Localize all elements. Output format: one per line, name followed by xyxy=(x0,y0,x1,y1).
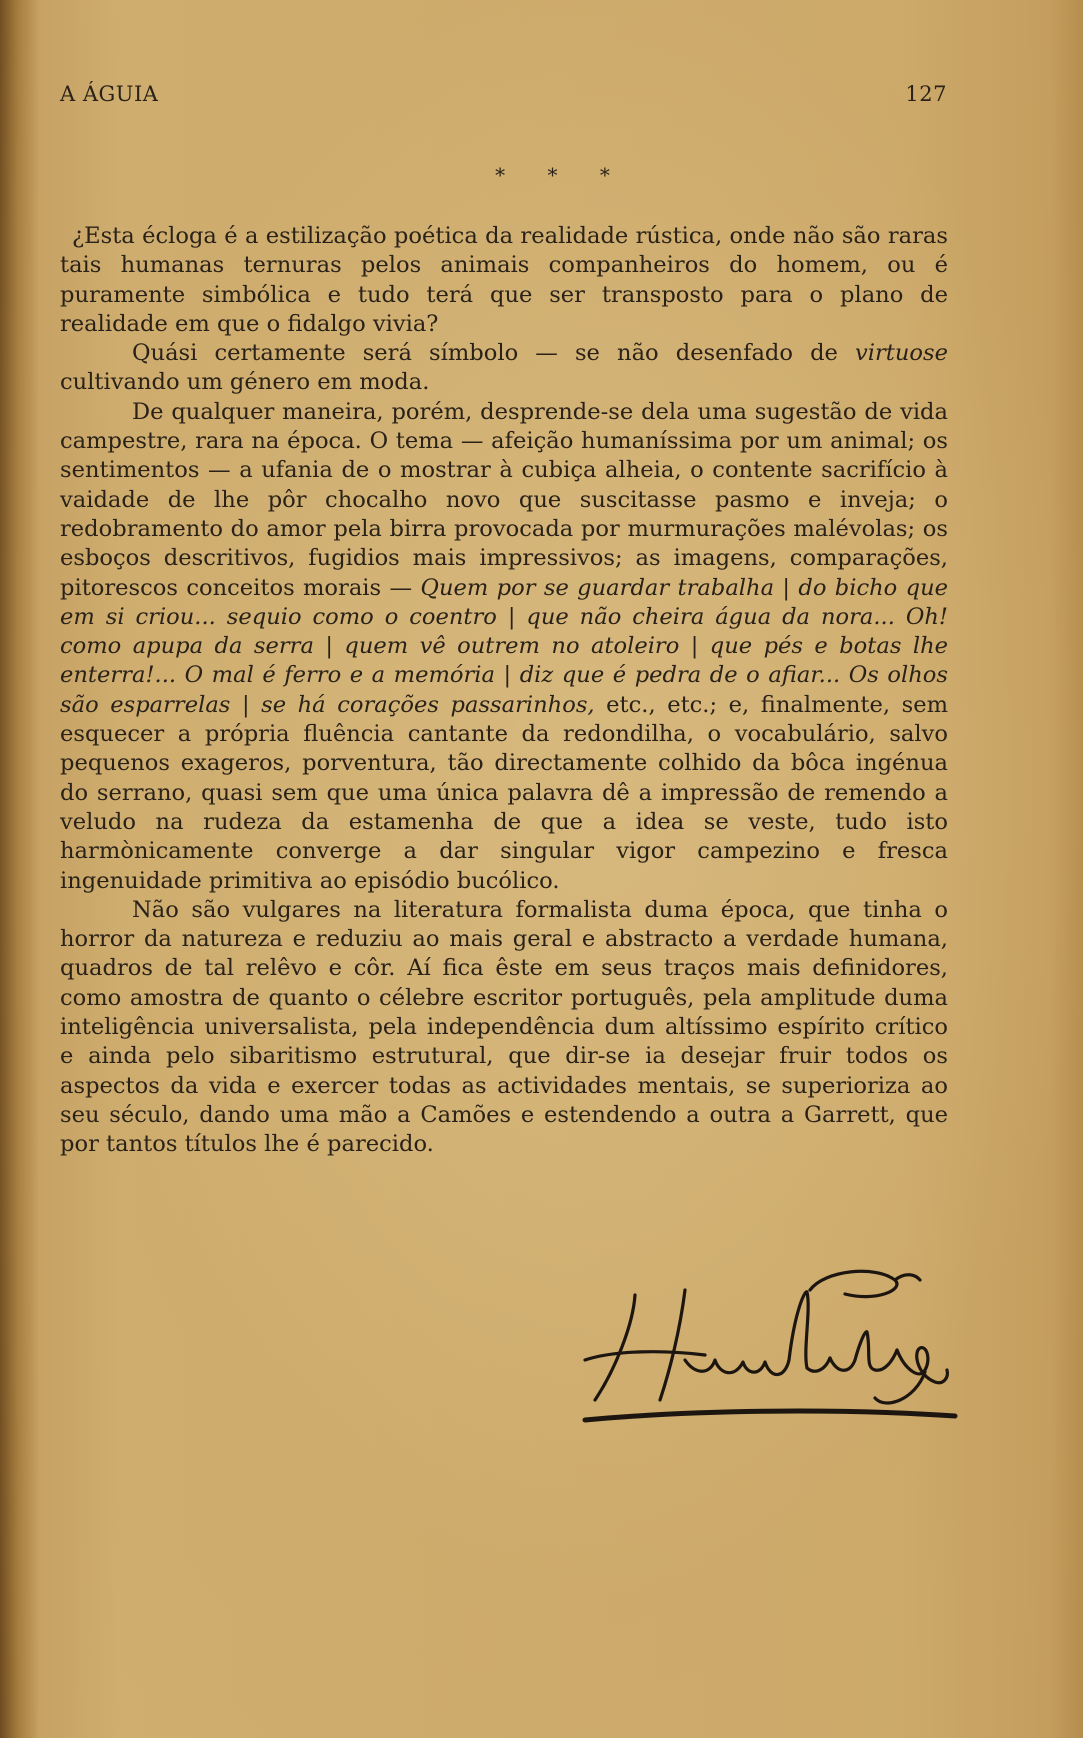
text-run: De qualquer maneira, porém, desprende-se dela uma sugestão de vida campestre, rara na época. O tema — afeição humaníssima por um animal; os sentimentos — a ufania de o mostrar à cubiça alheia, o contente sacrifício à vaidade de lhe pôr chocalho novo que suscitasse pasmo e inveja; o redobramento do amor pela birra provocada por murmurações malévolas; os esboços descritivos, fugidios mais impressivos; as imagens, comparações, pitorescos conceitos morais — xyxy=(60,398,948,601)
paragraph xyxy=(60,339,948,398)
paragraph xyxy=(60,398,948,896)
handwritten-signature xyxy=(575,1250,965,1430)
body-text xyxy=(60,222,948,1160)
text-run: ¿Esta écloga é a estilização poética da realidade rústica, onde não são raras tais humanas ternuras pelos animais companheiros do homem, ou é puramente simbólica e tudo terá que ser transposto para o plano de realidade em que o fidalgo vivia? xyxy=(60,223,948,337)
text-run: Quási certamente será símbolo — se não desenfado de xyxy=(132,340,855,367)
text-run: Não são vulgares na literatura formalista duma época, que tinha o horror da natureza e reduziu ao mais geral e abstracto a verdade humana, quadros de tal relêvo e côr. Aí fica êste em seus traços mais definidores, como amostra de quanto o célebre escritor português, pela amplitude duma inteligência universalista, pela independência dum altíssimo espírito crítico e ainda pelo sibaritismo estrutural, que dir-se ia desejar fruir todos os aspectos da vida e exercer todas as actividades mentais, se superioriza ao seu século, dando uma mão a Camões e estendendo a outra a Garrett, que por tantos títulos lhe é parecido. xyxy=(60,896,948,1158)
paragraph xyxy=(60,896,948,1160)
text-run: cultivando um género em moda. xyxy=(60,369,430,396)
text-run: etc., etc.; e, finalmente, sem esquecer a própria fluência cantante da redondilha, o vocabulário, salvo pequenos exageros, porventura, tão directamente colhido da bôca ingénua do serrano, quasi sem que uma única palavra dê a impressão de remendo a veludo na rudeza da estamenha de que a idea se veste, tudo isto harmònicamente converge a dar singular vigor campezino e fresca ingenuidade primitiva ao episódio bucólico. xyxy=(60,691,949,894)
page-header xyxy=(60,82,947,112)
page-number: 127 xyxy=(905,82,947,106)
paragraph xyxy=(60,222,948,339)
italic-text: Quem por se guardar trabalha | do bicho que em si criou... sequio como o coentro | que não cheira água da nora... Oh! como apupa da serra | quem vê outrem no atoleiro | que pés e botas lhe enterra!... O mal é ferro e a memória | diz que é pedra de o afiar... Os olhos são esparrelas | se há corações passarinhos, xyxy=(60,574,948,718)
running-title: A ÁGUIA xyxy=(60,82,159,106)
italic-text: virtuose xyxy=(855,340,948,367)
section-ornament: * * * xyxy=(495,163,628,187)
